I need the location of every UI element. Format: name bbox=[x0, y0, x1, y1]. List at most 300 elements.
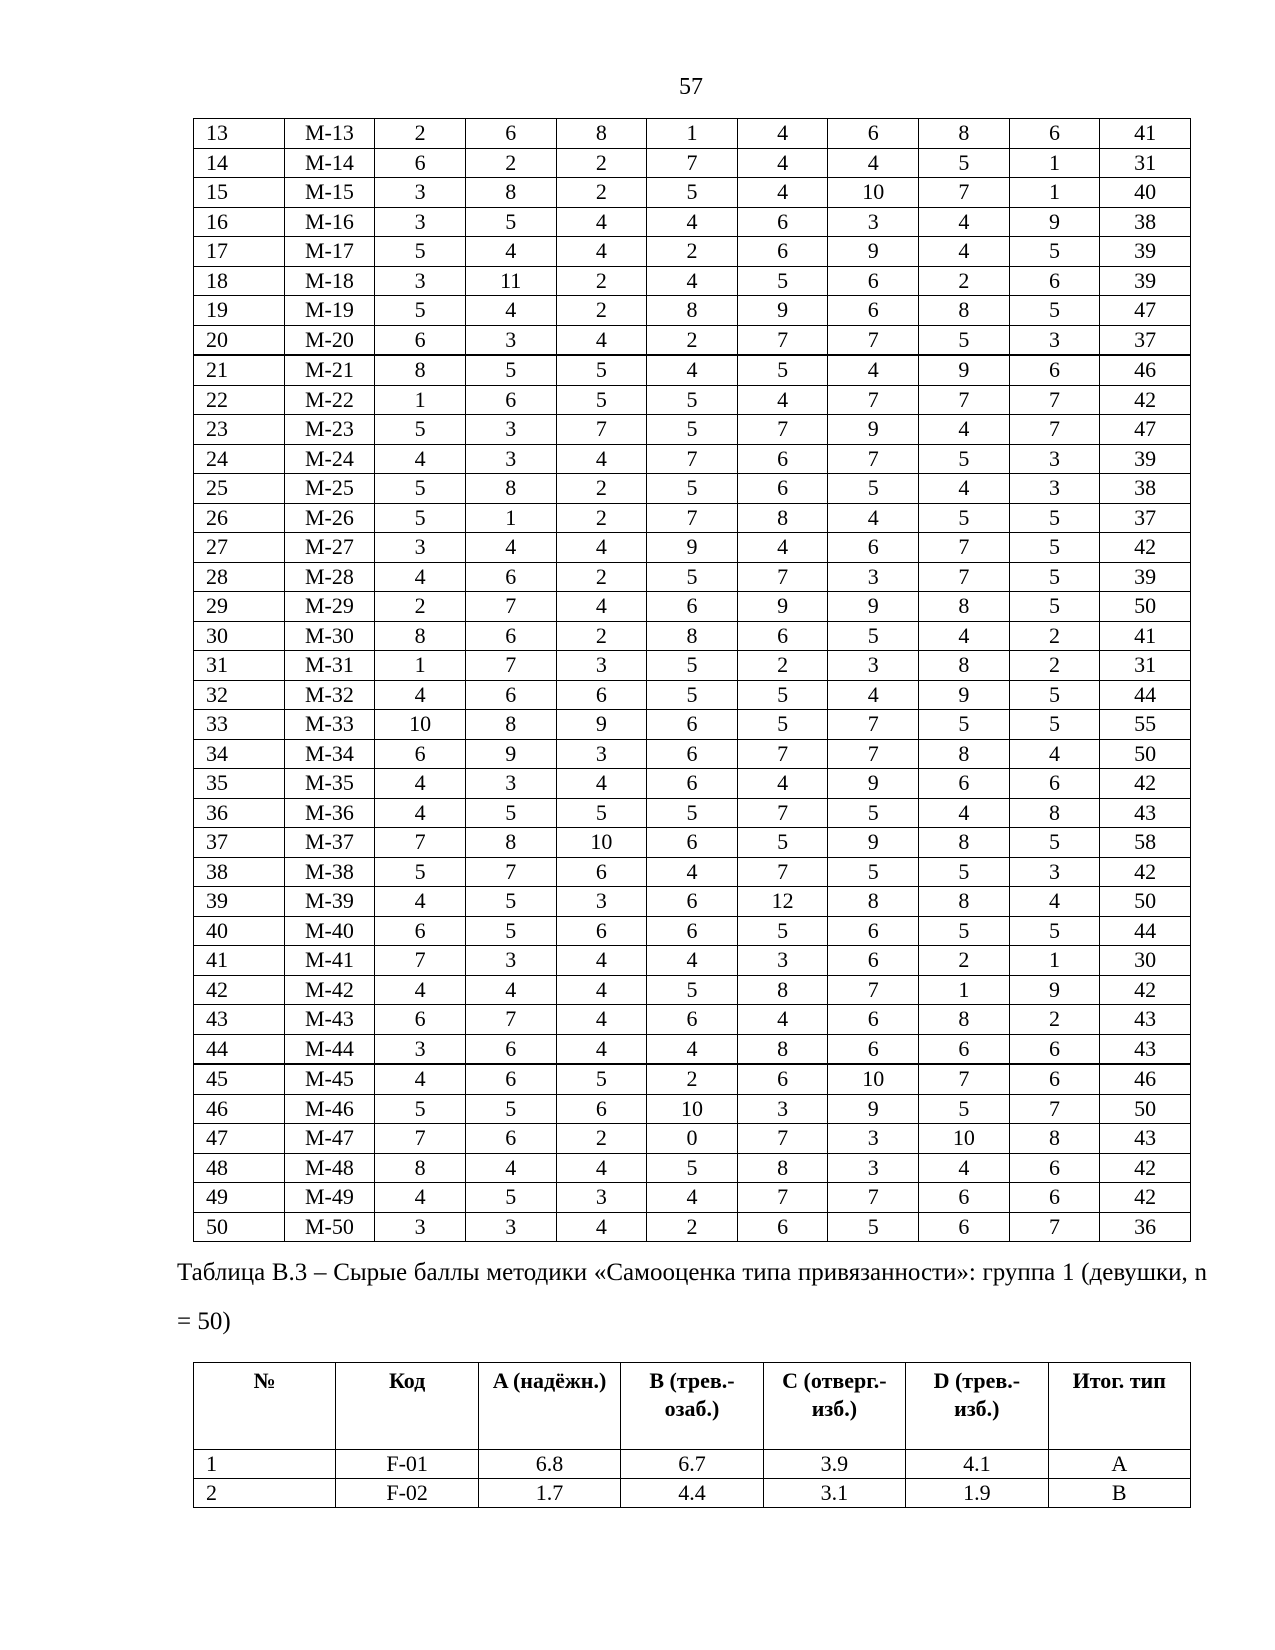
table-cell: 48 bbox=[194, 1153, 285, 1183]
table-cell: М-20 bbox=[284, 325, 375, 355]
table-row bbox=[194, 1005, 1191, 1035]
table-cell: 10 bbox=[556, 828, 647, 858]
table-cell: 6 bbox=[375, 739, 466, 769]
table-cell: М-26 bbox=[284, 503, 375, 533]
table-cell: 1.7 bbox=[478, 1479, 620, 1508]
table-cell: 17 bbox=[194, 237, 285, 267]
table-cell: 6 bbox=[737, 621, 828, 651]
table-cell: 6 bbox=[919, 1034, 1010, 1064]
table-cell: 9 bbox=[828, 769, 919, 799]
table-cell: М-33 bbox=[284, 710, 375, 740]
table-cell: 5 bbox=[647, 385, 738, 415]
table-cell: М-32 bbox=[284, 680, 375, 710]
table-cell: 1 bbox=[375, 651, 466, 681]
table-cell: 4 bbox=[647, 1034, 738, 1064]
table-cell: 42 bbox=[1100, 533, 1191, 563]
table-cell: 4 bbox=[1009, 887, 1100, 917]
table-cell: 7 bbox=[919, 178, 1010, 208]
table-cell: 7 bbox=[828, 1183, 919, 1213]
table-cell: 39 bbox=[1100, 562, 1191, 592]
table-row bbox=[194, 739, 1191, 769]
table-row bbox=[194, 119, 1191, 149]
table-cell: 6 bbox=[1009, 266, 1100, 296]
table-cell: 50 bbox=[1100, 592, 1191, 622]
table-row bbox=[194, 207, 1191, 237]
table-row bbox=[194, 1479, 1191, 1508]
table-cell: 1 bbox=[1009, 178, 1100, 208]
table-cell: 5 bbox=[465, 207, 556, 237]
table-row bbox=[194, 1034, 1191, 1064]
table-cell: 1 bbox=[647, 119, 738, 149]
table-cell: 2 bbox=[1009, 1005, 1100, 1035]
table-cell: 6 bbox=[1009, 1034, 1100, 1064]
table-cell: 3 bbox=[828, 207, 919, 237]
table-cell: 6 bbox=[737, 1064, 828, 1094]
table-cell: 5 bbox=[919, 710, 1010, 740]
table-cell: 33 bbox=[194, 710, 285, 740]
table-cell: М-39 bbox=[284, 887, 375, 917]
table-cell: 7 bbox=[737, 857, 828, 887]
table-row bbox=[194, 385, 1191, 415]
table-cell: 46 bbox=[194, 1094, 285, 1124]
table-cell: 4 bbox=[375, 1183, 466, 1213]
table-row bbox=[194, 769, 1191, 799]
table-cell: М-24 bbox=[284, 444, 375, 474]
table-cell: 4 bbox=[919, 237, 1010, 267]
table-cell: A bbox=[1048, 1450, 1190, 1479]
table-cell: 8 bbox=[465, 710, 556, 740]
table-cell: 6 bbox=[375, 148, 466, 178]
table-cell: 30 bbox=[1100, 946, 1191, 976]
table-cell: 9 bbox=[828, 415, 919, 445]
table-cell: 13 bbox=[194, 119, 285, 149]
table-cell: 10 bbox=[919, 1124, 1010, 1154]
table-cell: 5 bbox=[465, 916, 556, 946]
table-cell: 6 bbox=[828, 119, 919, 149]
table-cell: М-18 bbox=[284, 266, 375, 296]
table-row bbox=[194, 1064, 1191, 1094]
table-cell: 7 bbox=[647, 444, 738, 474]
table-row bbox=[194, 946, 1191, 976]
table-row bbox=[194, 710, 1191, 740]
table-row bbox=[194, 1212, 1191, 1242]
table-cell: 5 bbox=[737, 355, 828, 385]
table-cell: 50 bbox=[1100, 739, 1191, 769]
table-cell: 46 bbox=[1100, 355, 1191, 385]
table-cell: 2 bbox=[919, 266, 1010, 296]
table-cell: 2 bbox=[647, 1212, 738, 1242]
table-cell: 4 bbox=[556, 444, 647, 474]
table-cell: 44 bbox=[1100, 680, 1191, 710]
table-cell: 1 bbox=[1009, 946, 1100, 976]
table-cell: 8 bbox=[919, 739, 1010, 769]
table-cell: 6 bbox=[828, 1034, 919, 1064]
table-cell: 5 bbox=[375, 415, 466, 445]
table-cell: 44 bbox=[1100, 916, 1191, 946]
table-cell: М-25 bbox=[284, 474, 375, 504]
table-cell: 7 bbox=[737, 1124, 828, 1154]
table-cell: 3 bbox=[828, 562, 919, 592]
table-cell: 5 bbox=[647, 474, 738, 504]
table-cell: 9 bbox=[828, 1094, 919, 1124]
table-cell: 9 bbox=[737, 592, 828, 622]
table-row bbox=[194, 651, 1191, 681]
table-cell: 5 bbox=[375, 237, 466, 267]
table-cell: 4 bbox=[737, 533, 828, 563]
table-cell: 6 bbox=[647, 710, 738, 740]
table-cell: 43 bbox=[1100, 798, 1191, 828]
table-cell: 58 bbox=[1100, 828, 1191, 858]
table-cell: 6 bbox=[1009, 1153, 1100, 1183]
table-cell: 5 bbox=[647, 680, 738, 710]
table-cell: 7 bbox=[465, 1005, 556, 1035]
table-cell: 4 bbox=[1009, 739, 1100, 769]
table-cell: 5 bbox=[828, 857, 919, 887]
raw-scores-table-males bbox=[193, 118, 1191, 1242]
table-cell: М-44 bbox=[284, 1034, 375, 1064]
table-cell: 5 bbox=[465, 887, 556, 917]
table-cell: 8 bbox=[647, 621, 738, 651]
table-cell: 4 bbox=[828, 355, 919, 385]
table-cell: 7 bbox=[828, 385, 919, 415]
table-row bbox=[194, 474, 1191, 504]
table-cell: 1 bbox=[1009, 148, 1100, 178]
table-cell: 8 bbox=[919, 296, 1010, 326]
table-cell: 3 bbox=[465, 1212, 556, 1242]
table-cell: М-49 bbox=[284, 1183, 375, 1213]
table-cell: 31 bbox=[194, 651, 285, 681]
table-cell: М-16 bbox=[284, 207, 375, 237]
table-row bbox=[194, 975, 1191, 1005]
table-cell: 6 bbox=[1009, 119, 1100, 149]
table-cell: 8 bbox=[737, 503, 828, 533]
table-row bbox=[194, 562, 1191, 592]
table-cell: 28 bbox=[194, 562, 285, 592]
table-cell: 5 bbox=[828, 621, 919, 651]
table-cell: М-23 bbox=[284, 415, 375, 445]
table-cell: М-35 bbox=[284, 769, 375, 799]
table-cell: 6 bbox=[647, 828, 738, 858]
table-cell: 55 bbox=[1100, 710, 1191, 740]
table-cell: 39 bbox=[1100, 266, 1191, 296]
table-cell: 38 bbox=[194, 857, 285, 887]
table-cell: 46 bbox=[1100, 1064, 1191, 1094]
table-cell: 5 bbox=[1009, 533, 1100, 563]
table-cell: 5 bbox=[919, 916, 1010, 946]
table-cell: B bbox=[1048, 1479, 1190, 1508]
table-cell: 4 bbox=[919, 207, 1010, 237]
table-cell: 1 bbox=[194, 1450, 336, 1479]
table-cell: 6 bbox=[465, 621, 556, 651]
table-cell: 4 bbox=[375, 975, 466, 1005]
table-row bbox=[194, 592, 1191, 622]
table-cell: 45 bbox=[194, 1064, 285, 1094]
table-cell: 3 bbox=[465, 769, 556, 799]
table-cell: 18 bbox=[194, 266, 285, 296]
table-cell: 9 bbox=[647, 533, 738, 563]
table-cell: 8 bbox=[465, 828, 556, 858]
table-cell: М-43 bbox=[284, 1005, 375, 1035]
table-cell: М-47 bbox=[284, 1124, 375, 1154]
table-cell: 6 bbox=[1009, 1064, 1100, 1094]
table-row bbox=[194, 1153, 1191, 1183]
table-cell: 4.4 bbox=[621, 1479, 763, 1508]
table-cell: 8 bbox=[375, 355, 466, 385]
table-cell: 5 bbox=[1009, 237, 1100, 267]
table-cell: 3 bbox=[1009, 325, 1100, 355]
table-cell: 5 bbox=[556, 1064, 647, 1094]
table-cell: 3 bbox=[465, 946, 556, 976]
table-cell: М-50 bbox=[284, 1212, 375, 1242]
table-cell: М-30 bbox=[284, 621, 375, 651]
table-cell: 7 bbox=[919, 1064, 1010, 1094]
table-cell: 6 bbox=[919, 769, 1010, 799]
table-cell: 4 bbox=[647, 266, 738, 296]
table-cell: 39 bbox=[1100, 444, 1191, 474]
table-cell: 2 bbox=[194, 1479, 336, 1508]
table-cell: 1.9 bbox=[906, 1479, 1048, 1508]
table-cell: 2 bbox=[465, 148, 556, 178]
table-cell: 7 bbox=[465, 857, 556, 887]
table-cell: 7 bbox=[919, 385, 1010, 415]
table-cell: 9 bbox=[919, 355, 1010, 385]
table-cell: 26 bbox=[194, 503, 285, 533]
table-cell: 31 bbox=[1100, 148, 1191, 178]
table-cell: 6 bbox=[556, 857, 647, 887]
table-cell: 39 bbox=[194, 887, 285, 917]
table-cell: 7 bbox=[465, 651, 556, 681]
table-cell: 4 bbox=[375, 1064, 466, 1094]
table-cell: 7 bbox=[375, 828, 466, 858]
table-cell: 4 bbox=[556, 207, 647, 237]
table-cell: 5 bbox=[919, 148, 1010, 178]
table-cell: 6 bbox=[556, 916, 647, 946]
table-cell: 29 bbox=[194, 592, 285, 622]
table-cell: 5 bbox=[375, 1094, 466, 1124]
table-cell: 4 bbox=[556, 769, 647, 799]
table-row bbox=[194, 296, 1191, 326]
table-cell: 5 bbox=[919, 1094, 1010, 1124]
table-cell: 3 bbox=[556, 651, 647, 681]
table-cell: М-38 bbox=[284, 857, 375, 887]
table-cell: 9 bbox=[1009, 975, 1100, 1005]
table-cell: 4 bbox=[375, 562, 466, 592]
table-cell: 5 bbox=[919, 857, 1010, 887]
table-cell: 4 bbox=[919, 1153, 1010, 1183]
table-cell: 7 bbox=[919, 562, 1010, 592]
table-cell: М-19 bbox=[284, 296, 375, 326]
table-cell: 5 bbox=[1009, 592, 1100, 622]
table-cell: 3 bbox=[375, 178, 466, 208]
table-cell: 4 bbox=[919, 415, 1010, 445]
table-caption: Таблица В.3 – Сырые баллы методики «Самооценка типа привязанности»: группа 1 (девушки, n = 50) bbox=[177, 1259, 1207, 1335]
table-cell: 5 bbox=[919, 444, 1010, 474]
table-cell: М-22 bbox=[284, 385, 375, 415]
table-row bbox=[194, 415, 1191, 445]
table-cell: 3 bbox=[375, 1034, 466, 1064]
table-cell: 24 bbox=[194, 444, 285, 474]
table-cell: F-01 bbox=[336, 1450, 478, 1479]
table-cell: 32 bbox=[194, 680, 285, 710]
table-cell: 5 bbox=[828, 1212, 919, 1242]
table-cell: 5 bbox=[828, 798, 919, 828]
table-cell: 5 bbox=[737, 266, 828, 296]
table-cell: 3 bbox=[465, 444, 556, 474]
table-row bbox=[194, 1094, 1191, 1124]
table-cell: 9 bbox=[919, 680, 1010, 710]
table-cell: 4 bbox=[556, 325, 647, 355]
table-cell: 38 bbox=[1100, 474, 1191, 504]
table-cell: 6 bbox=[919, 1212, 1010, 1242]
table-cell: 8 bbox=[647, 296, 738, 326]
table-cell: 4 bbox=[828, 503, 919, 533]
table-cell: 3 bbox=[375, 533, 466, 563]
table-cell: 8 bbox=[465, 178, 556, 208]
table-cell: 6 bbox=[465, 1034, 556, 1064]
table-row bbox=[194, 1124, 1191, 1154]
table-cell: 4 bbox=[375, 798, 466, 828]
table-row bbox=[194, 325, 1191, 355]
table-cell: 6 bbox=[828, 946, 919, 976]
table-cell: 6 bbox=[465, 680, 556, 710]
table-cell: 12 bbox=[737, 887, 828, 917]
table-cell: 6 bbox=[737, 1212, 828, 1242]
table-cell: 0 bbox=[647, 1124, 738, 1154]
table-cell: 5 bbox=[647, 415, 738, 445]
table-cell: 5 bbox=[737, 710, 828, 740]
header-total-type: Итог. тип bbox=[1048, 1363, 1190, 1450]
table-cell: 43 bbox=[194, 1005, 285, 1035]
table-cell: 41 bbox=[1100, 119, 1191, 149]
table-cell: 6 bbox=[1009, 769, 1100, 799]
table-cell: 8 bbox=[737, 1153, 828, 1183]
table-cell: 43 bbox=[1100, 1005, 1191, 1035]
table-cell: 47 bbox=[1100, 296, 1191, 326]
table-cell: 42 bbox=[1100, 769, 1191, 799]
table-cell: 11 bbox=[465, 266, 556, 296]
table-cell: 7 bbox=[828, 444, 919, 474]
table-cell: 6 bbox=[1009, 355, 1100, 385]
table-cell: 7 bbox=[737, 1183, 828, 1213]
table-cell: 2 bbox=[375, 119, 466, 149]
table-cell: 3 bbox=[828, 1124, 919, 1154]
table-cell: 6 bbox=[465, 1124, 556, 1154]
table-cell: 44 bbox=[194, 1034, 285, 1064]
table-cell: 3 bbox=[737, 1094, 828, 1124]
table-cell: 4 bbox=[737, 148, 828, 178]
table-cell: 4 bbox=[828, 680, 919, 710]
table-cell: 4 bbox=[737, 1005, 828, 1035]
table-cell: 10 bbox=[647, 1094, 738, 1124]
table-cell: 35 bbox=[194, 769, 285, 799]
table-cell: 6 bbox=[737, 444, 828, 474]
table-cell: 8 bbox=[556, 119, 647, 149]
table-cell: F-02 bbox=[336, 1479, 478, 1508]
table-cell: 6 bbox=[647, 887, 738, 917]
table-cell: 7 bbox=[647, 503, 738, 533]
table-cell: 4 bbox=[556, 1212, 647, 1242]
table-cell: 2 bbox=[556, 148, 647, 178]
table-cell: 8 bbox=[919, 119, 1010, 149]
table-cell: 7 bbox=[828, 325, 919, 355]
table-cell: М-31 bbox=[284, 651, 375, 681]
table-cell: 5 bbox=[828, 474, 919, 504]
table-cell: 8 bbox=[919, 651, 1010, 681]
table-cell: 7 bbox=[828, 739, 919, 769]
table-cell: 2 bbox=[556, 562, 647, 592]
table-cell: М-45 bbox=[284, 1064, 375, 1094]
table-cell: 1 bbox=[919, 975, 1010, 1005]
table-cell: 6 bbox=[828, 533, 919, 563]
table-cell: 4 bbox=[737, 119, 828, 149]
table-cell: 30 bbox=[194, 621, 285, 651]
attachment-type-table-body bbox=[194, 1450, 1191, 1508]
table-cell: 9 bbox=[465, 739, 556, 769]
table-cell: 6 bbox=[647, 1005, 738, 1035]
table-cell: 8 bbox=[1009, 798, 1100, 828]
table-cell: 5 bbox=[1009, 296, 1100, 326]
table-cell: 9 bbox=[828, 237, 919, 267]
table-cell: 4 bbox=[556, 533, 647, 563]
table-cell: 37 bbox=[1100, 503, 1191, 533]
table-row bbox=[194, 828, 1191, 858]
table-cell: 7 bbox=[828, 975, 919, 1005]
table-cell: 37 bbox=[1100, 325, 1191, 355]
table-cell: М-14 bbox=[284, 148, 375, 178]
table-cell: 3 bbox=[465, 325, 556, 355]
table-cell: 50 bbox=[194, 1212, 285, 1242]
table-cell: 25 bbox=[194, 474, 285, 504]
table-cell: 6.7 bbox=[621, 1450, 763, 1479]
table-cell: 6 bbox=[828, 1005, 919, 1035]
table-cell: 42 bbox=[1100, 857, 1191, 887]
table-cell: 4 bbox=[465, 975, 556, 1005]
table-row bbox=[194, 887, 1191, 917]
table-cell: 27 bbox=[194, 533, 285, 563]
table-row bbox=[194, 857, 1191, 887]
table-cell: 10 bbox=[828, 178, 919, 208]
table-cell: 31 bbox=[1100, 651, 1191, 681]
header-d: D (трев.-изб.) bbox=[906, 1363, 1048, 1450]
table-cell: 4 bbox=[647, 207, 738, 237]
table-cell: 5 bbox=[647, 178, 738, 208]
table-cell: 2 bbox=[556, 266, 647, 296]
table-cell: 5 bbox=[919, 503, 1010, 533]
table-row bbox=[194, 1183, 1191, 1213]
table-cell: 4 bbox=[919, 621, 1010, 651]
table-cell: 7 bbox=[647, 148, 738, 178]
table-row bbox=[194, 1450, 1191, 1479]
table-cell: 4 bbox=[556, 1034, 647, 1064]
table-cell: 4 bbox=[737, 178, 828, 208]
table-row bbox=[194, 916, 1191, 946]
table-cell: 4 bbox=[465, 1153, 556, 1183]
table-cell: 3.9 bbox=[763, 1450, 905, 1479]
table-cell: 4 bbox=[465, 296, 556, 326]
table-cell: 4 bbox=[556, 1005, 647, 1035]
table-cell: 43 bbox=[1100, 1034, 1191, 1064]
table-cell: 4 bbox=[375, 444, 466, 474]
table-cell: 3 bbox=[556, 887, 647, 917]
table-cell: 6 bbox=[375, 916, 466, 946]
table-cell: 42 bbox=[1100, 1183, 1191, 1213]
table-cell: 4 bbox=[828, 148, 919, 178]
table-cell: 7 bbox=[919, 533, 1010, 563]
table-row bbox=[194, 503, 1191, 533]
table-cell: 6 bbox=[737, 207, 828, 237]
table-cell: 4 bbox=[375, 769, 466, 799]
table-cell: 5 bbox=[737, 916, 828, 946]
